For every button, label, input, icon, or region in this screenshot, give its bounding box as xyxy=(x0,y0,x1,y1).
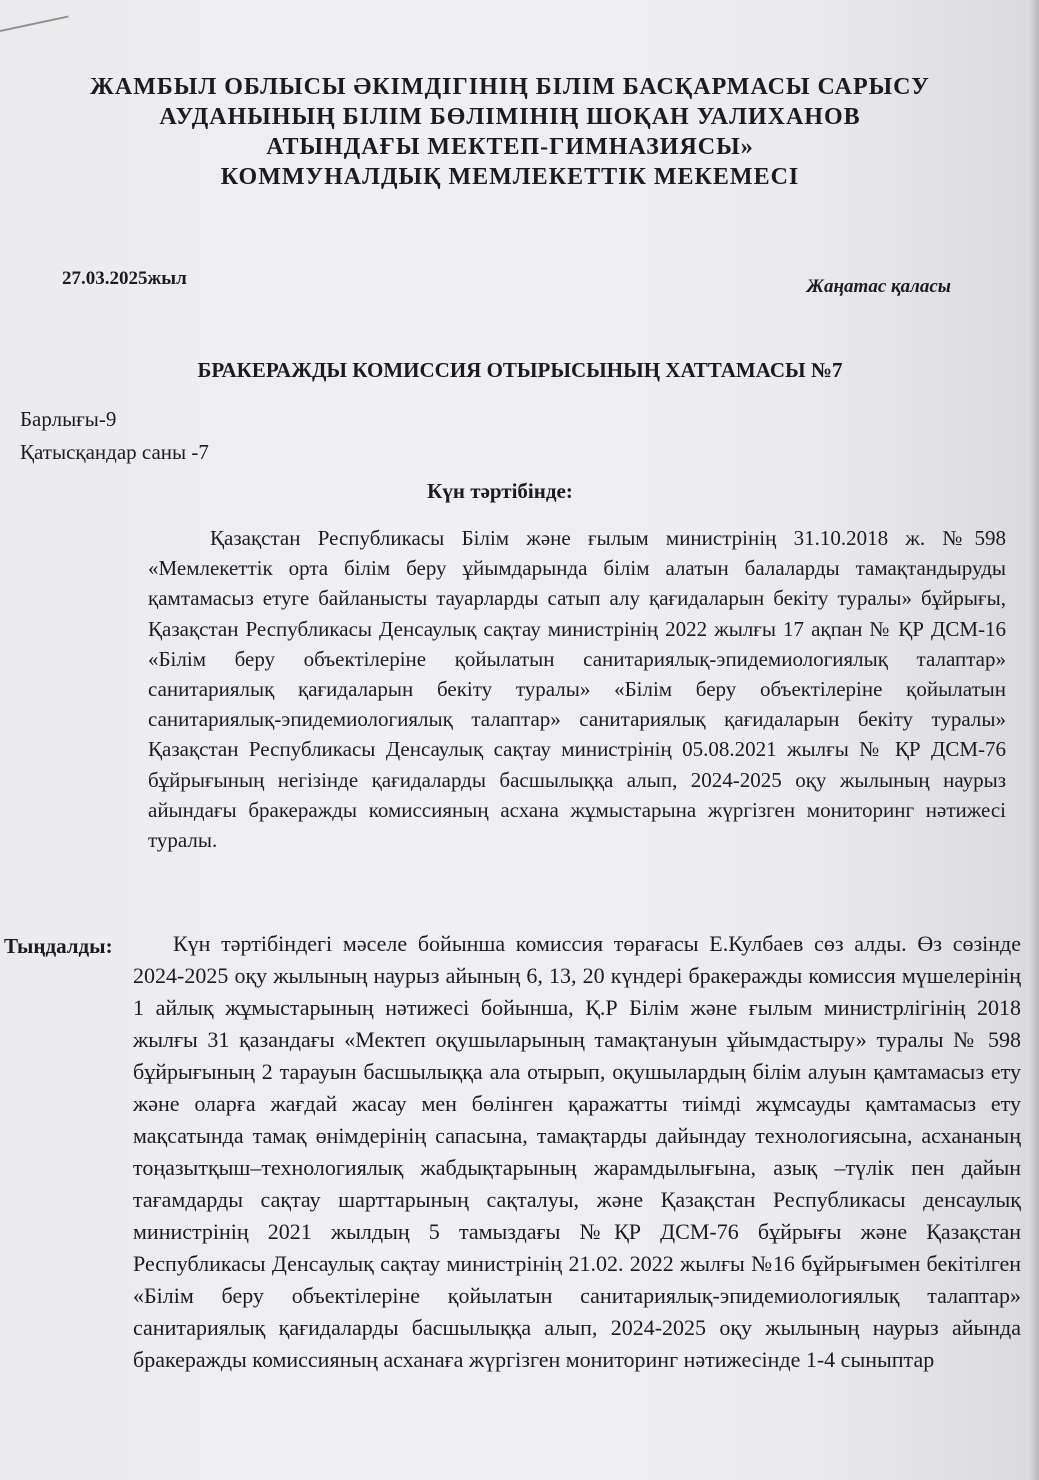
header-line-3: АТЫНДАҒЫ МЕКТЕП-ГИМНАЗИЯСЫ» xyxy=(266,134,754,160)
heard-paragraph: Күн тәртібіндегі мәселе бойынша комиссия төрағасы Е.Кулбаев сөз алды. Өз сөзінде 2024-2025 оқу жылының наурыз айының 6, 13, 20 күндері бракеражды комиссия мүшелерінің 1 айлық жұмыстарының нәтижесі бойынша, Қ.Р Білім және ғылым министрлігінің 2018 жылғы 31 қазандағы «Мектеп оқушыларының тамақтануын ұйымдастыру» туралы № 598 бұйрығының 2 тарауын басшылыққа ала отырып, оқушылардың білім алуын қамтамасыз ету және оларға жағдай жасау мен бөлінген қаражатты тиімді жұмсауды қамтамасыз ету мақсатында тамақ өнімдерінің сапасына, тамақтарды дайындау технологиясына, асхананың тоңазытқыш–технологиялық жабдықтарының жарамдылығына, азық –түлік пен дайын тағамдарды сақтау шарттарының сақталуы, және Қазақстан Республикасы денсаулық министрінің 2021 жылдың 5 тамыздағы №ҚР ДСМ-76 бұйрығы және Қазақстан Республикасы Денсаулық сақтау министрінің 21.02. 2022 жылғы №16 бұйрығымен бекітілген «Білім беру объектілеріне қойылатын санитариялық-эпидемиологиялық талаптар» санитариялық қағидаларды басшылыққа алып, 2024-2025 оқу жылының наурыз айында бракеражды комиссияның асханаға жүргізген мониторинг нәтижесінде 1-4 сыныптар xyxy=(133,931,1021,1372)
header-line-2: АУДАНЫНЫҢ БІЛІМ БӨЛІМІНІҢ ШОҚАН УАЛИХАНОВ xyxy=(159,104,861,130)
protocol-title: БРАКЕРАЖДЫ КОМИССИЯ ОТЫРЫСЫНЫҢ ХАТТАМАСЫ №7 xyxy=(197,358,843,382)
members-present: Қатысқандар саны -7 xyxy=(20,440,209,464)
document-city: Жаңатас қаласы xyxy=(806,276,951,297)
header-line-1: ЖАМБЫЛ ОБЛЫСЫ ӘКІМДІГІНІҢ БІЛІМ БАСҚАРМАСЫ САРЫСУ xyxy=(90,74,930,100)
pen-mark xyxy=(0,15,69,32)
organization-header xyxy=(60,72,960,192)
page-edge-shadow xyxy=(1029,0,1039,1480)
heard-label: Тыңдалды: xyxy=(4,934,113,958)
members-total: Барлығы-9 xyxy=(20,407,117,431)
agenda-paragraph: Қазақстан Республикасы Білім және ғылым министрінің 31.10.2018 ж. №598 «Мемлекеттік орта білім беру ұйымдарында білім алатын балаларды тамақтандыруды қамтамасыз етуге байланысты тауарларды сатып алу қағидаларын бекіту туралы» бұйрығы, Қазақстан Республикасы Денсаулық сақтау министрінің 2022 жылғы 17 ақпан № ҚР ДСМ-16 «Білім беру объектілеріне қойылатын санитариялық-эпидемиологиялық талаптар» санитариялық қағидаларын бекіту туралы» «Білім беру объектілеріне қойылатын санитариялық-эпидемиологиялық талаптар» санитариялық қағидаларын бекіту туралы» Қазақстан Республикасы Денсаулық сақтау министрінің 05.08.2021 жылғы № ҚР ДСМ-76 бұйрығының негізінде қағидаларды басшылыққа алып, 2024-2025 оқу жылының наурыз айындағы бракеражды комиссияның асхана жұмыстарына жүргізген мониторинг нәтижесі туралы. xyxy=(148,526,1006,853)
agenda-heading: Күн тәртібінде: xyxy=(427,479,573,503)
header-line-4: КОММУНАЛДЫҚ МЕМЛЕКЕТТІК МЕКЕМЕСІ xyxy=(220,164,800,190)
document-date: 27.03.2025жыл xyxy=(62,268,187,289)
